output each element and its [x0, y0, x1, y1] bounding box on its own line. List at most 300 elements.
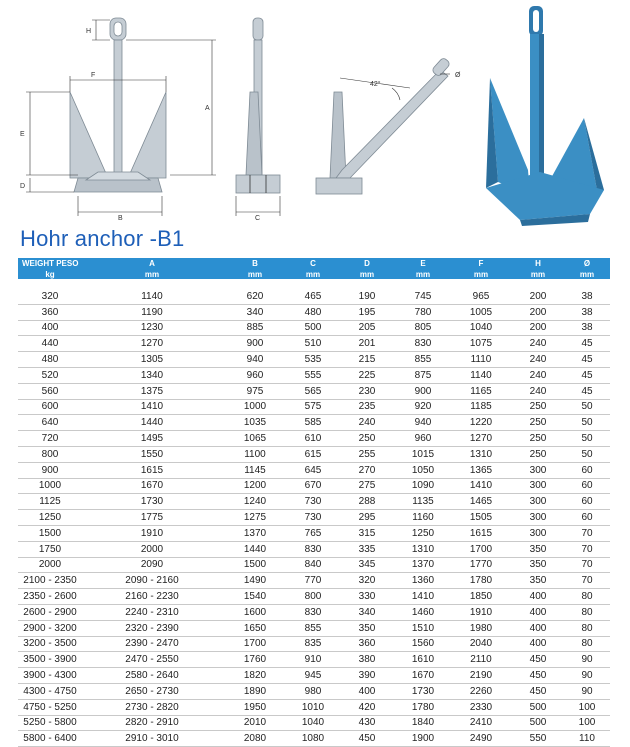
table-cell: 830 — [396, 336, 450, 352]
table-cell: 1410 — [396, 589, 450, 605]
table-cell: 430 — [338, 715, 396, 731]
table-cell: 380 — [338, 652, 396, 668]
table-row — [18, 399, 610, 415]
table-row — [18, 652, 610, 668]
table-cell: 3900 - 4300 — [18, 668, 82, 684]
table-cell: 840 — [288, 557, 338, 573]
table-row — [18, 289, 610, 304]
table-cell: 1840 — [396, 715, 450, 731]
column-unit: mm — [512, 269, 564, 279]
table-cell: 1075 — [450, 336, 512, 352]
dim-f-label: F — [91, 72, 96, 79]
table-cell: 1135 — [396, 494, 450, 510]
table-cell: 1505 — [450, 510, 512, 526]
table-cell: 440 — [18, 336, 82, 352]
table-row — [18, 699, 610, 715]
table-cell: 1005 — [450, 304, 512, 320]
table-cell: 2820 - 2910 — [82, 715, 222, 731]
table-cell: 1040 — [288, 715, 338, 731]
table-cell: 300 — [512, 510, 564, 526]
table-cell: 1160 — [396, 510, 450, 526]
table-cell: 640 — [18, 415, 82, 431]
table-cell: 560 — [18, 383, 82, 399]
table-cell: 2190 — [450, 668, 512, 684]
table-cell: 2600 - 2900 — [18, 604, 82, 620]
table-cell: 200 — [512, 320, 564, 336]
table-cell: 600 — [18, 399, 82, 415]
table-cell: 200 — [512, 304, 564, 320]
table-cell: 1050 — [396, 462, 450, 478]
table-cell: 1440 — [82, 415, 222, 431]
table-cell: 350 — [512, 573, 564, 589]
table-cell: 575 — [288, 399, 338, 415]
table-row — [18, 668, 610, 684]
table-cell: 940 — [396, 415, 450, 431]
table-row — [18, 715, 610, 731]
table-body — [18, 279, 610, 747]
table-cell: 295 — [338, 510, 396, 526]
table-row — [18, 431, 610, 447]
table-cell: 855 — [396, 352, 450, 368]
table-cell: 1000 — [222, 399, 288, 415]
table-cell: 2000 — [18, 557, 82, 573]
table-cell: 1770 — [450, 557, 512, 573]
table-cell: 730 — [288, 510, 338, 526]
table-cell: 400 — [512, 636, 564, 652]
table-cell: 1165 — [450, 383, 512, 399]
table-cell: 1610 — [396, 652, 450, 668]
table-cell: 1240 — [222, 494, 288, 510]
specification-table-container — [18, 258, 610, 747]
table-cell: 1890 — [222, 683, 288, 699]
table-row — [18, 683, 610, 699]
table-cell: 390 — [338, 668, 396, 684]
table-cell: 855 — [288, 620, 338, 636]
table-cell: 340 — [222, 304, 288, 320]
table-cell: 235 — [338, 399, 396, 415]
table-cell: 535 — [288, 352, 338, 368]
column-unit: mm — [338, 269, 396, 279]
table-row — [18, 541, 610, 557]
table-cell: 830 — [288, 604, 338, 620]
side-view-drawing — [236, 18, 280, 193]
table-cell: 80 — [564, 589, 610, 605]
table-cell: 1145 — [222, 462, 288, 478]
table-cell: 1185 — [450, 399, 512, 415]
table-cell: 1780 — [396, 699, 450, 715]
table-cell: 1650 — [222, 620, 288, 636]
column-header: C — [288, 258, 338, 269]
table-cell: 38 — [564, 320, 610, 336]
table-cell: 90 — [564, 652, 610, 668]
table-cell: 960 — [222, 367, 288, 383]
table-cell: 745 — [396, 289, 450, 304]
table-cell: 45 — [564, 352, 610, 368]
table-cell: 1310 — [450, 446, 512, 462]
table-cell: 770 — [288, 573, 338, 589]
table-cell: 240 — [512, 336, 564, 352]
table-cell: 1140 — [82, 289, 222, 304]
table-cell: 1275 — [222, 510, 288, 526]
table-cell: 920 — [396, 399, 450, 415]
table-cell: 240 — [512, 367, 564, 383]
table-cell: 45 — [564, 336, 610, 352]
table-cell: 400 — [338, 683, 396, 699]
table-cell: 1495 — [82, 431, 222, 447]
table-cell: 1000 — [18, 478, 82, 494]
table-cell: 1465 — [450, 494, 512, 510]
column-unit: mm — [82, 269, 222, 279]
table-cell: 1900 — [396, 731, 450, 747]
table-cell: 335 — [338, 541, 396, 557]
table-cell: 465 — [288, 289, 338, 304]
dim-e-label: E — [20, 131, 25, 138]
table-cell: 5800 - 6400 — [18, 731, 82, 747]
table-cell: 1760 — [222, 652, 288, 668]
table-cell: 2260 — [450, 683, 512, 699]
table-cell: 510 — [288, 336, 338, 352]
table-cell: 3500 - 3900 — [18, 652, 82, 668]
table-row — [18, 557, 610, 573]
table-row — [18, 525, 610, 541]
table-cell: 2490 — [450, 731, 512, 747]
table-cell: 350 — [512, 557, 564, 573]
table-cell: 350 — [338, 620, 396, 636]
column-unit: mm — [396, 269, 450, 279]
table-cell: 400 — [18, 320, 82, 336]
table-cell: 80 — [564, 636, 610, 652]
dim-b-label: B — [118, 215, 123, 222]
column-header: E — [396, 258, 450, 269]
table-cell: 215 — [338, 352, 396, 368]
table-cell: 1190 — [82, 304, 222, 320]
angle-view-drawing — [316, 57, 451, 194]
table-cell: 100 — [564, 715, 610, 731]
table-cell: 730 — [288, 494, 338, 510]
table-cell: 345 — [338, 557, 396, 573]
table-cell: 4750 - 5250 — [18, 699, 82, 715]
table-cell: 1220 — [450, 415, 512, 431]
table-header-row — [18, 258, 610, 269]
angle-label: 42° — [370, 81, 381, 88]
table-cell: 500 — [512, 699, 564, 715]
dim-h-label: H — [86, 28, 92, 35]
table-cell: 585 — [288, 415, 338, 431]
table-cell: 230 — [338, 383, 396, 399]
table-cell: 565 — [288, 383, 338, 399]
table-cell: 50 — [564, 431, 610, 447]
table-cell: 70 — [564, 525, 610, 541]
table-cell: 1375 — [82, 383, 222, 399]
table-row — [18, 446, 610, 462]
table-cell: 2900 - 3200 — [18, 620, 82, 636]
table-cell: 1065 — [222, 431, 288, 447]
table-cell: 1700 — [222, 636, 288, 652]
table-cell: 340 — [338, 604, 396, 620]
table-cell: 3200 - 3500 — [18, 636, 82, 652]
table-cell: 1910 — [82, 525, 222, 541]
table-cell: 1410 — [82, 399, 222, 415]
table-cell: 5250 - 5800 — [18, 715, 82, 731]
table-cell: 1950 — [222, 699, 288, 715]
column-unit: mm — [450, 269, 512, 279]
table-cell: 2110 — [450, 652, 512, 668]
table-cell: 240 — [338, 415, 396, 431]
table-cell: 1230 — [82, 320, 222, 336]
table-cell: 38 — [564, 304, 610, 320]
table-cell: 1015 — [396, 446, 450, 462]
table-cell: 520 — [18, 367, 82, 383]
column-header: WEIGHT PESO — [18, 258, 82, 269]
table-cell: 1850 — [450, 589, 512, 605]
table-row — [18, 383, 610, 399]
front-view-drawing — [70, 18, 166, 192]
table-cell: 315 — [338, 525, 396, 541]
table-cell: 900 — [222, 336, 288, 352]
table-cell: 885 — [222, 320, 288, 336]
table-cell: 250 — [512, 399, 564, 415]
table-cell: 60 — [564, 478, 610, 494]
table-cell: 1125 — [18, 494, 82, 510]
table-cell: 1510 — [396, 620, 450, 636]
table-cell: 1670 — [82, 478, 222, 494]
table-cell: 45 — [564, 367, 610, 383]
table-cell: 1365 — [450, 462, 512, 478]
table-cell: 2650 - 2730 — [82, 683, 222, 699]
table-cell: 90 — [564, 683, 610, 699]
table-cell: 90 — [564, 668, 610, 684]
table-cell: 80 — [564, 620, 610, 636]
table-cell: 288 — [338, 494, 396, 510]
table-cell: 2350 - 2600 — [18, 589, 82, 605]
table-cell: 2000 — [82, 541, 222, 557]
table-cell: 360 — [18, 304, 82, 320]
table-cell: 1540 — [222, 589, 288, 605]
table-cell: 1140 — [450, 367, 512, 383]
table-cell: 201 — [338, 336, 396, 352]
table-cell: 620 — [222, 289, 288, 304]
table-cell: 940 — [222, 352, 288, 368]
table-cell: 1310 — [396, 541, 450, 557]
table-cell: 205 — [338, 320, 396, 336]
table-cell: 480 — [18, 352, 82, 368]
table-cell: 980 — [288, 683, 338, 699]
table-cell: 1080 — [288, 731, 338, 747]
table-cell: 400 — [512, 604, 564, 620]
table-cell: 60 — [564, 510, 610, 526]
column-unit: kg — [18, 269, 82, 279]
table-cell: 2410 — [450, 715, 512, 731]
table-cell: 70 — [564, 573, 610, 589]
table-cell: 1340 — [82, 367, 222, 383]
table-cell: 1500 — [222, 557, 288, 573]
table-cell: 830 — [288, 541, 338, 557]
table-cell: 330 — [338, 589, 396, 605]
table-cell: 1305 — [82, 352, 222, 368]
specification-table — [18, 258, 610, 747]
table-cell: 615 — [288, 446, 338, 462]
table-cell: 2160 - 2230 — [82, 589, 222, 605]
table-cell: 1110 — [450, 352, 512, 368]
table-cell: 960 — [396, 431, 450, 447]
table-cell: 350 — [512, 541, 564, 557]
table-row — [18, 731, 610, 747]
table-cell: 1410 — [450, 478, 512, 494]
column-header: A — [82, 258, 222, 269]
table-cell: 800 — [288, 589, 338, 605]
table-cell: 975 — [222, 383, 288, 399]
table-cell: 1440 — [222, 541, 288, 557]
table-cell: 200 — [512, 289, 564, 304]
table-cell: 500 — [512, 715, 564, 731]
table-cell: 1490 — [222, 573, 288, 589]
table-cell: 965 — [450, 289, 512, 304]
table-cell: 1910 — [450, 604, 512, 620]
table-cell: 275 — [338, 478, 396, 494]
table-cell: 1370 — [222, 525, 288, 541]
table-cell: 1370 — [396, 557, 450, 573]
table-row — [18, 415, 610, 431]
table-cell: 450 — [512, 683, 564, 699]
table-cell: 300 — [512, 462, 564, 478]
table-cell: 1250 — [396, 525, 450, 541]
table-cell: 270 — [338, 462, 396, 478]
table-row — [18, 352, 610, 368]
side-view-dimensions — [236, 196, 280, 216]
table-cell: 1615 — [82, 462, 222, 478]
table-cell: 1730 — [82, 494, 222, 510]
table-cell: 1035 — [222, 415, 288, 431]
table-cell: 1250 — [18, 510, 82, 526]
table-cell: 240 — [512, 383, 564, 399]
table-cell: 250 — [512, 415, 564, 431]
table-cell: 1090 — [396, 478, 450, 494]
table-cell: 800 — [18, 446, 82, 462]
table-cell: 360 — [338, 636, 396, 652]
table-cell: 900 — [18, 462, 82, 478]
table-cell: 1360 — [396, 573, 450, 589]
table-cell: 2470 - 2550 — [82, 652, 222, 668]
table-cell: 190 — [338, 289, 396, 304]
table-cell: 50 — [564, 399, 610, 415]
table-cell: 835 — [288, 636, 338, 652]
table-cell: 480 — [288, 304, 338, 320]
table-cell: 2080 — [222, 731, 288, 747]
table-row — [18, 462, 610, 478]
table-cell: 945 — [288, 668, 338, 684]
table-cell: 875 — [396, 367, 450, 383]
table-cell: 910 — [288, 652, 338, 668]
column-header: D — [338, 258, 396, 269]
table-cell: 450 — [338, 731, 396, 747]
table-cell: 1550 — [82, 446, 222, 462]
column-unit: mm — [288, 269, 338, 279]
table-cell: 1730 — [396, 683, 450, 699]
table-row — [18, 510, 610, 526]
table-cell: 2730 - 2820 — [82, 699, 222, 715]
table-cell: 1500 — [18, 525, 82, 541]
table-row — [18, 589, 610, 605]
table-cell: 400 — [512, 589, 564, 605]
table-cell: 300 — [512, 525, 564, 541]
dim-diameter-label: Ø — [455, 72, 461, 79]
column-header: Ø — [564, 258, 610, 269]
table-row — [18, 478, 610, 494]
table-cell: 300 — [512, 494, 564, 510]
table-row — [18, 320, 610, 336]
table-cell: 610 — [288, 431, 338, 447]
table-cell: 1200 — [222, 478, 288, 494]
table-cell: 250 — [512, 431, 564, 447]
dim-a-label: A — [205, 105, 210, 112]
column-unit: mm — [564, 269, 610, 279]
table-row — [18, 367, 610, 383]
table-cell: 50 — [564, 446, 610, 462]
column-header: B — [222, 258, 288, 269]
table-units-row — [18, 269, 610, 279]
table-row — [18, 304, 610, 320]
product-title: Hohr anchor -B1 — [20, 226, 185, 251]
table-cell: 70 — [564, 557, 610, 573]
table-row — [18, 494, 610, 510]
table-cell: 2240 - 2310 — [82, 604, 222, 620]
table-cell: 195 — [338, 304, 396, 320]
table-cell: 1670 — [396, 668, 450, 684]
table-cell: 50 — [564, 415, 610, 431]
table-cell: 450 — [512, 668, 564, 684]
table-cell: 550 — [512, 731, 564, 747]
table-cell: 2910 - 3010 — [82, 731, 222, 747]
table-cell: 1700 — [450, 541, 512, 557]
table-cell: 2390 - 2470 — [82, 636, 222, 652]
table-cell: 900 — [396, 383, 450, 399]
table-cell: 1615 — [450, 525, 512, 541]
table-cell: 2010 — [222, 715, 288, 731]
dim-c-label: C — [255, 215, 261, 222]
column-header: H — [512, 258, 564, 269]
table-cell: 765 — [288, 525, 338, 541]
dim-d-label: D — [20, 183, 26, 190]
table-cell: 2100 - 2350 — [18, 573, 82, 589]
table-row — [18, 336, 610, 352]
table-row — [18, 573, 610, 589]
table-cell: 645 — [288, 462, 338, 478]
table-cell: 1600 — [222, 604, 288, 620]
table-cell: 2330 — [450, 699, 512, 715]
table-cell: 780 — [396, 304, 450, 320]
table-cell: 1010 — [288, 699, 338, 715]
table-cell: 4300 - 4750 — [18, 683, 82, 699]
table-cell: 720 — [18, 431, 82, 447]
table-cell: 240 — [512, 352, 564, 368]
table-cell: 670 — [288, 478, 338, 494]
table-cell: 1780 — [450, 573, 512, 589]
column-unit: mm — [222, 269, 288, 279]
table-spacer-row — [18, 279, 610, 289]
table-cell: 250 — [512, 446, 564, 462]
table-cell: 255 — [338, 446, 396, 462]
table-cell: 1270 — [82, 336, 222, 352]
table-cell: 2580 - 2640 — [82, 668, 222, 684]
table-cell: 250 — [338, 431, 396, 447]
anchor-3d-render — [486, 6, 604, 226]
table-cell: 2320 - 2390 — [82, 620, 222, 636]
table-cell: 110 — [564, 731, 610, 747]
table-cell: 2090 - 2160 — [82, 573, 222, 589]
table-cell: 300 — [512, 478, 564, 494]
table-row — [18, 636, 610, 652]
table-cell: 1560 — [396, 636, 450, 652]
